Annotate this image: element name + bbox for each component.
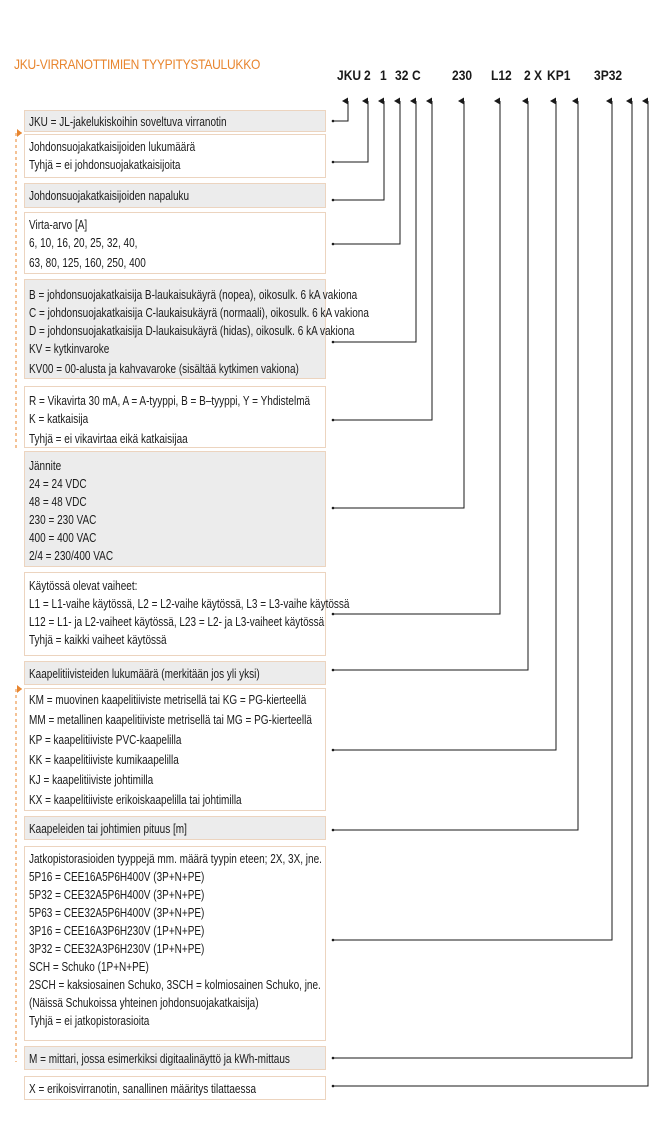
code-part-gland: KP1 <box>547 67 571 83</box>
section-line: X = erikoisvirranotin, sanallinen määritys tilattaessa <box>29 1082 257 1096</box>
section-line: 400 = 400 VAC <box>29 531 97 545</box>
code-part-socket: 3P32 <box>594 67 623 83</box>
section-line: M = mittari, jossa esimerkiksi digitaalinäyttö ja kWh-mittaus <box>29 1052 290 1066</box>
section-line: Virta-arvo [A] <box>29 218 88 232</box>
code-part-gland-count: 2 <box>524 67 531 83</box>
section-line: 5P32 = CEE32A5P6H400V (3P+N+PE) <box>29 888 205 902</box>
section-line: (Näissä Schukoissa yhteinen johdonsuojakatkaisija) <box>29 996 259 1010</box>
section-line: C = johdonsuojakatkaisija C-laukaisukäyrä (normaali), oikosulk. 6 kA vakiona <box>29 306 369 320</box>
section-line: KM = muovinen kaapelitiiviste metrisellä tai KG = PG-kierteellä <box>29 693 307 707</box>
connector-residual <box>332 101 432 420</box>
connector-gland-type <box>332 101 556 750</box>
section-line: Tyhjä = ei jatkopistorasioita <box>29 1014 150 1028</box>
section-line: Tyhjä = kaikki vaiheet käytössä <box>29 633 167 647</box>
section-line: 2/4 = 230/400 VAC <box>29 549 114 563</box>
section-line: KV = kytkinvaroke <box>29 342 110 356</box>
section-line: B = johdonsuojakatkaisija B-laukaisukäyrä (nopea), oikosulk. 6 kA vakiona <box>29 288 358 302</box>
code-part-voltage: 230 <box>452 67 473 83</box>
section-line: 5P16 = CEE16A5P6H400V (3P+N+PE) <box>29 870 205 884</box>
section-line: 5P63 = CEE32A5P6H400V (3P+N+PE) <box>29 906 205 920</box>
connector-special <box>332 101 648 1086</box>
code-part-jku: JKU <box>337 67 362 83</box>
section-line: SCH = Schuko (1P+N+PE) <box>29 960 149 974</box>
section-line: Kaapeleiden tai johtimien pituus [m] <box>29 822 187 836</box>
section-line: Johdonsuojakatkaisijoiden lukumäärä <box>29 140 196 154</box>
code-part-multiplier: X <box>534 67 543 83</box>
page-title: JKU-VIRRANOTTIMIEN TYYPITYSTAULUKKO <box>14 56 261 72</box>
section-line: 24 = 24 VDC <box>29 477 87 491</box>
connector-poles <box>332 101 384 200</box>
code-part-phases: L12 <box>491 67 512 83</box>
connector-meter <box>332 101 632 1058</box>
connector-sockets <box>332 101 612 940</box>
section-line: K = katkaisija <box>29 412 89 426</box>
code-part-poles: 1 <box>380 67 387 83</box>
section-line: L12 = L1- ja L2-vaiheet käytössä, L23 = L2- ja L3-vaiheet käytössä <box>29 615 325 629</box>
code-part-curve: C <box>412 67 421 83</box>
connector-current <box>332 101 400 244</box>
connector-cable-length <box>332 101 578 830</box>
connector-gland-count <box>332 101 528 670</box>
section-line: D = johdonsuojakatkaisija D-laukaisukäyrä (hidas), oikosulk. 6 kA vakiona <box>29 324 355 338</box>
section-line: R = Vikavirta 30 mA, A = A-tyyppi, B = B–tyyppi, Y = Yhdistelmä <box>29 394 311 408</box>
section-line: KX = kaapelitiiviste erikoiskaapelilla tai johtimilla <box>29 793 242 807</box>
section-line: JKU = JL-jakelukiskoihin soveltuva virranotin <box>29 115 227 129</box>
section-line: Jatkopistorasioiden tyyppejä mm. määrä tyypin eteen; 2X, 3X, jne. <box>29 852 322 866</box>
section-line: 48 = 48 VDC <box>29 495 87 509</box>
section-line: KJ = kaapelitiiviste johtimilla <box>29 773 154 787</box>
section-line: 6, 10, 16, 20, 25, 32, 40, <box>29 236 138 250</box>
connector-jku <box>332 101 348 121</box>
orange-arrow-icons <box>17 129 22 693</box>
section-line: KV00 = 00-alusta ja kahvavaroke (sisältää kytkimen vakiona) <box>29 362 299 376</box>
section-line: 2SCH = kaksiosainen Schuko, 3SCH = kolmiosainen Schuko, jne. <box>29 978 321 992</box>
section-line: Tyhjä = ei vikavirtaa eikä katkaisijaa <box>29 432 188 446</box>
section-line: KK = kaapelitiiviste kumikaapelilla <box>29 753 179 767</box>
section-line: Kaapelitiivisteiden lukumäärä (merkitään jos yli yksi) <box>29 667 260 681</box>
section-line: KP = kaapelitiiviste PVC-kaapelilla <box>29 733 182 747</box>
code-part-current: 32 <box>395 67 409 83</box>
orange-bracket-lines <box>16 133 22 1062</box>
section-line: 63, 80, 125, 160, 250, 400 <box>29 256 146 270</box>
section-line: 3P16 = CEE16A3P6H230V (1P+N+PE) <box>29 924 205 938</box>
section-line: L1 = L1-vaihe käytössä, L2 = L2-vaihe käytössä, L3 = L3-vaihe käytössä <box>29 597 350 611</box>
section-line: Tyhjä = ei johdonsuojakatkaisijoita <box>29 158 181 172</box>
section-line: Jännite <box>29 459 62 473</box>
section-line: Johdonsuojakatkaisijoiden napaluku <box>29 189 190 203</box>
connector-curve <box>332 101 416 342</box>
section-line: MM = metallinen kaapelitiiviste metrisellä tai MG = PG-kierteellä <box>29 713 312 727</box>
section-line: 230 = 230 VAC <box>29 513 97 527</box>
section-line: 3P32 = CEE32A3P6H230V (1P+N+PE) <box>29 942 205 956</box>
connector-breaker-count <box>332 101 368 162</box>
code-part-count: 2 <box>364 67 371 83</box>
section-line: Käytössä olevat vaiheet: <box>29 579 138 593</box>
